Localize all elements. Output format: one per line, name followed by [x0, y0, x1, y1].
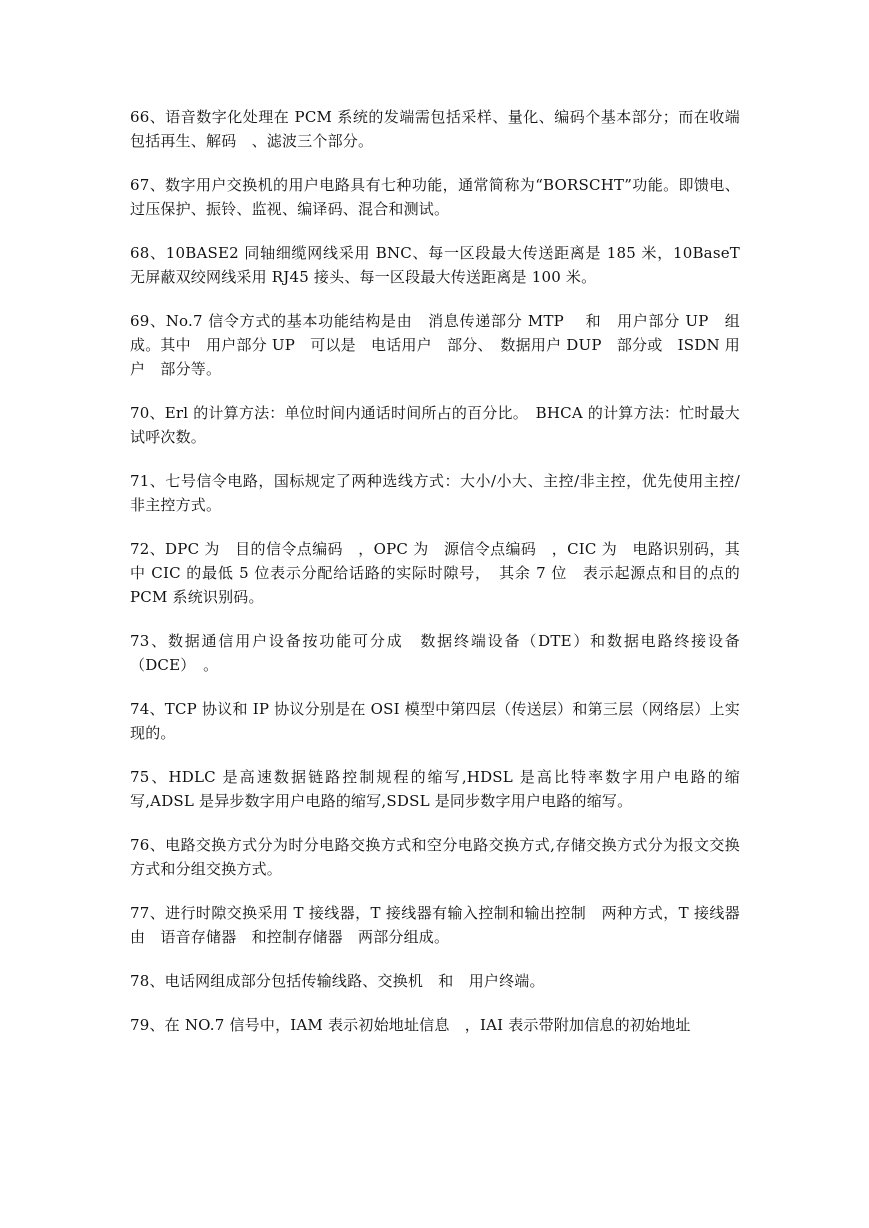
paragraph-78: 78、电话网组成部分包括传输线路、交换机 和 用户终端。 — [130, 972, 545, 990]
paragraph-69: 69、No.7 信令方式的基本功能结构是由 消息传递部分 MTP 和 用户部分 UP 组成。其中 用户部分 UP 可以是 电话用户 部分、 数据用户 DUP 部分或 ISDN 用户 部分等。 — [130, 312, 740, 378]
document-body — [130, 105, 756, 1057]
paragraph-76: 76、电路交换方式分为时分电路交换方式和空分电路交换方式,存储交换方式分为报文交换方式和分组交换方式。 — [130, 836, 740, 878]
paragraph-71: 71、七号信令电路，国标规定了两种选线方式：大小/小大、主控/非主控，优先使用主控/非主控方式。 — [130, 472, 740, 514]
paragraph-74: 74、TCP 协议和 IP 协议分别是在 OSI 模型中第四层（传送层）和第三层（网络层）上实现的。 — [130, 700, 740, 742]
paragraph-73: 73、数据通信用户设备按功能可分成 数据终端设备（DTE）和数据电路终接设备 （DCE） 。 — [130, 632, 756, 674]
paragraph-66: 66、语音数字化处理在 PCM 系统的发端需包括采样、量化、编码个基本部分；而在收端包括再生、解码 、滤波三个部分。 — [130, 108, 740, 150]
paragraph-68: 68、10BASE2 同轴细缆网线采用 BNC、每一区段最大传送距离是 185 米，10BaseT 无屏蔽双绞网线采用 RJ45 接头、每一区段最大传送距离是 100 米。 — [130, 244, 745, 286]
paragraph-77: 77、进行时隙交换采用 T 接线器，T 接线器有输入控制和输出控制 两种方式，T 接线器由 语音存储器 和控制存储器 两部分组成。 — [130, 904, 740, 946]
paragraph-72: 72、DPC 为 目的信令点编码 ，OPC 为 源信令点编码 ，CIC 为 电路识别码，其中 CIC 的最低 5 位表示分配给话路的实际时隙号， 其余 7 位 表示起源点和目的点的 PCM 系统识别码。 — [130, 540, 745, 606]
paragraph-70: 70、Erl 的计算方法：单位时间内通话时间所占的百分比。 BHCA 的计算方法：忙时最大试呼次数。 — [130, 404, 740, 446]
paragraph-67: 67、数字用户交换机的用户电路具有七种功能，通常简称为“BORSCHT”功能。即馈电、过压保护、振铃、监视、编译码、混合和测试。 — [130, 176, 740, 218]
paragraph-75: 75、HDLC 是高速数据链路控制规程的缩写,HDSL 是高比特率数字用户电路的缩写,ADSL 是异步数字用户电路的缩写,SDSL 是同步数字用户电路的缩写。 — [130, 768, 740, 810]
paragraph-79: 79、在 NO.7 信号中，IAM 表示初始地址信息 ，IAI 表示带附加信息的初始地址 — [130, 1016, 691, 1034]
